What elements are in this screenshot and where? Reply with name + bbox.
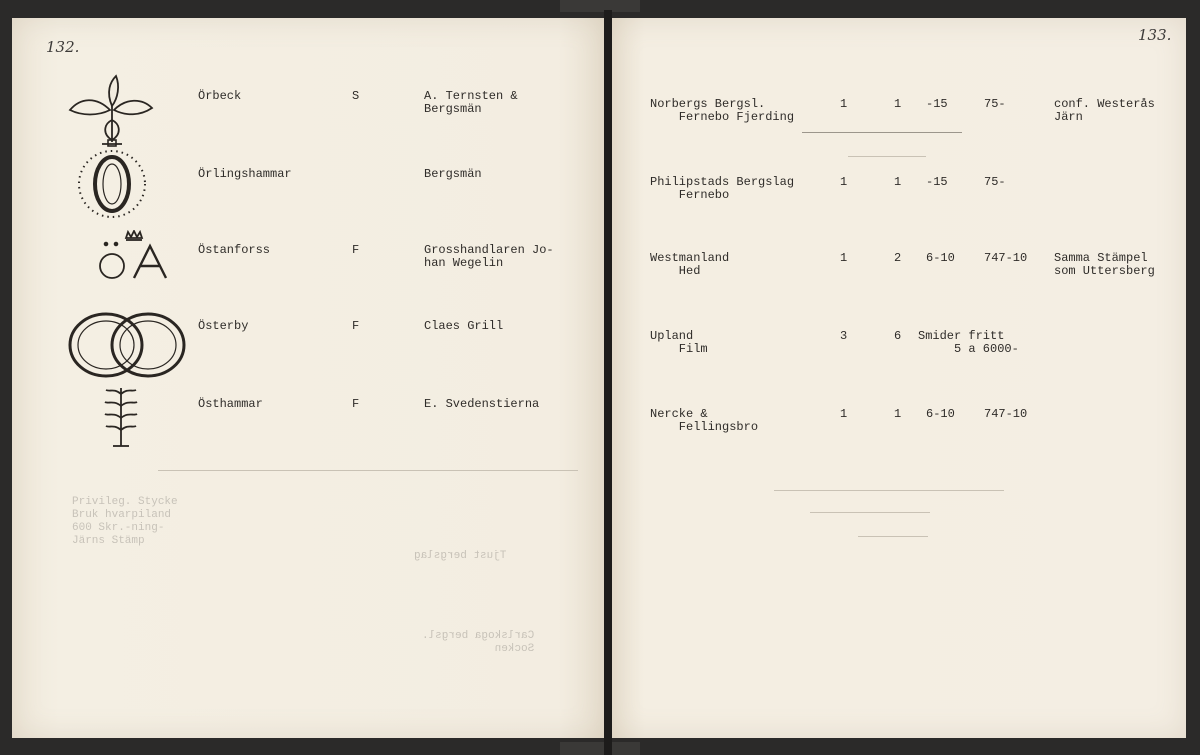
left-page-number: 132.: [46, 38, 80, 56]
stamp-letter: S: [352, 89, 360, 103]
owner: A. Ternsten & Bergsmän: [424, 89, 518, 116]
value-a: 1: [840, 175, 848, 189]
works-name: Östanforss: [198, 243, 271, 257]
value-d: 747-10: [984, 251, 1028, 265]
right-page: [610, 18, 1186, 738]
value-b: 1: [894, 175, 902, 189]
left-page: [12, 18, 606, 738]
bleed-through-rule: [858, 536, 928, 537]
crowned-OA-icon: [96, 230, 172, 282]
divider-rule: [802, 132, 962, 133]
note: conf. Westerås Järn: [1054, 97, 1155, 124]
value-c: 6-10: [926, 251, 955, 265]
value-a: 1: [840, 97, 848, 111]
value-b: 1: [894, 97, 902, 111]
value-d: 747-10: [984, 407, 1028, 421]
branch-plant-icon: [102, 384, 140, 450]
bleed-through-text: Privileg. Stycke Bruk hvarpiland 600 Skr.-ning- Järns Stämp: [72, 496, 178, 547]
owner: Claes Grill: [424, 319, 504, 333]
works-name: Östhammar: [198, 397, 263, 411]
book-gutter: [604, 10, 612, 755]
works-name: Örbeck: [198, 89, 242, 103]
value-a: 3: [840, 329, 848, 343]
district: Westmanland Hed: [650, 251, 730, 278]
double-ring-icon: [66, 310, 188, 380]
value-a: 1: [840, 407, 848, 421]
value-c: -15: [926, 97, 948, 111]
owner: E. Svedenstierna: [424, 397, 540, 411]
district: Philipstads Bergslag Fernebo: [650, 175, 795, 202]
note: Samma Stämpel som Uttersberg: [1054, 251, 1155, 278]
bleed-through-rule: [158, 470, 578, 471]
value-c: -15: [926, 175, 948, 189]
works-name: Österby: [198, 319, 249, 333]
works-name: Örlingshammar: [198, 167, 292, 181]
bleed-through-text: Tjust bergslag: [414, 550, 507, 562]
stamp-letter: F: [352, 243, 360, 257]
owner: Bergsmän: [424, 167, 482, 181]
value-d: 75-: [984, 175, 1006, 189]
bleed-through-text: Carlskoga bergsl. Socken: [422, 630, 535, 655]
value-b: 1: [894, 407, 902, 421]
bleed-through-rule: [774, 490, 1004, 491]
bleed-through-rule: [810, 512, 930, 513]
binding-clip-bottom: [560, 742, 640, 755]
stamp-letter: F: [352, 319, 360, 333]
value-c: Smider fritt 5 a 6000-: [918, 329, 1019, 356]
value-b: 6: [894, 329, 902, 343]
stamp-letter: F: [352, 397, 360, 411]
right-page-number: 133.: [1138, 26, 1172, 44]
binding-clip-top: [560, 0, 640, 12]
district: Upland Film: [650, 329, 708, 356]
value-b: 2: [894, 251, 902, 265]
value-d: 75-: [984, 97, 1006, 111]
district: Nercke & Fellingsbro: [650, 407, 759, 434]
value-a: 1: [840, 251, 848, 265]
value-c: 6-10: [926, 407, 955, 421]
owner: Grosshandlaren Jo- han Wegelin: [424, 243, 554, 270]
dotted-ring-O-icon: [74, 138, 150, 222]
district: Norbergs Bergsl. Fernebo Fjerding: [650, 97, 795, 124]
bleed-through-rule: [848, 156, 926, 157]
